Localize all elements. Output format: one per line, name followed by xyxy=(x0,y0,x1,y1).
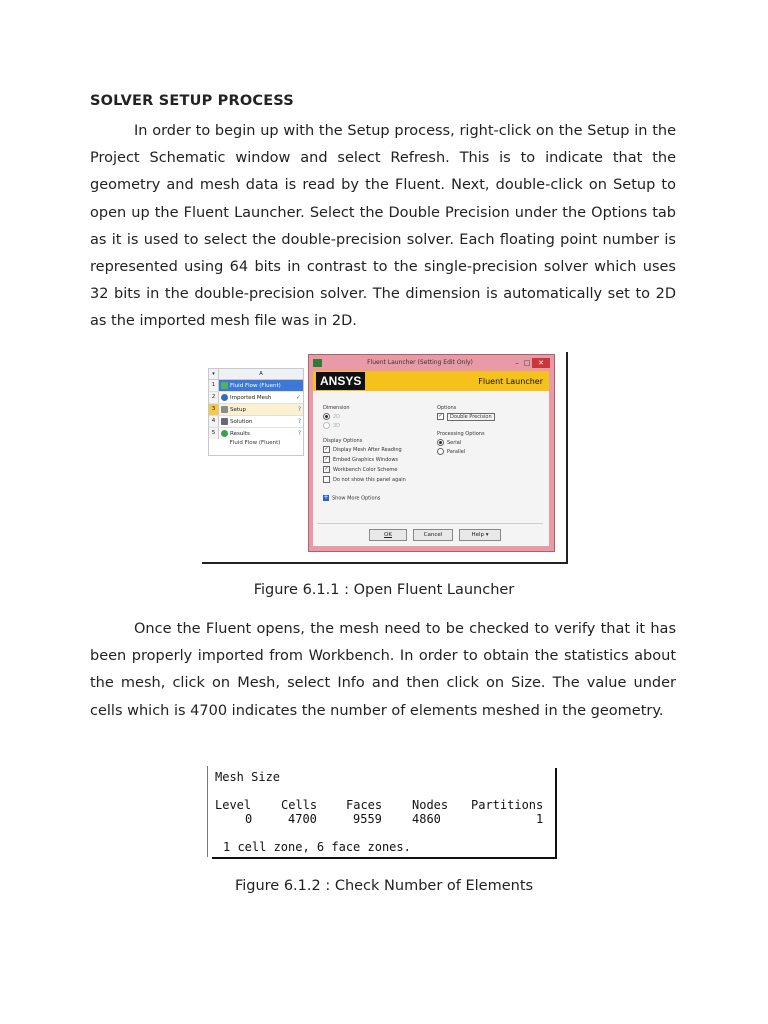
app-icon xyxy=(313,359,322,367)
cancel-button[interactable] xyxy=(413,529,453,541)
header-faces: Faces xyxy=(346,798,383,812)
radio-icon xyxy=(437,448,444,455)
fluent-icon xyxy=(221,382,228,389)
figure-2-caption: Figure 6.1.2 : Check Number of Elements xyxy=(234,878,534,894)
schematic-row-fluid-flow[interactable] xyxy=(209,380,303,392)
banner-title: Fluent Launcher xyxy=(478,376,543,386)
row-number: 4 xyxy=(209,416,219,427)
schematic-caption: Fluid Flow (Fluent) xyxy=(229,440,281,446)
radio-label: Serial xyxy=(447,440,462,446)
double-precision-checkbox[interactable] xyxy=(437,413,495,420)
status-question-icon: ? xyxy=(297,406,301,413)
dimension-3d-radio[interactable] xyxy=(323,422,340,429)
checkbox-label: Workbench Color Scheme xyxy=(333,467,398,473)
checkbox-icon: ✓ xyxy=(324,456,329,462)
row-label: Results xyxy=(230,430,250,437)
value-nodes: 4860 xyxy=(412,812,441,826)
figure-border-right xyxy=(566,352,568,564)
checkbox-icon: ✓ xyxy=(324,446,329,452)
paragraph-mesh-check: Once the Fluent opens, the mesh need to be checked to verify that it has been properly imported from Workbench. In order to obtain the statistics about the mesh, click on Mesh, select Info and then click on Size. The value under cells which is 4700 indicates the number of elements meshed in the geometry. xyxy=(90,621,676,719)
figure-fluent-launcher xyxy=(202,352,568,564)
dropdown-arrow-icon: ▾ xyxy=(485,532,489,538)
row-number: 5 xyxy=(209,428,219,439)
parallel-radio[interactable] xyxy=(437,448,465,455)
divider xyxy=(317,523,543,524)
schematic-row-results[interactable] xyxy=(209,428,303,439)
schematic-row-setup[interactable] xyxy=(209,404,303,416)
value-partitions: 1 xyxy=(536,812,544,826)
figure-border-bottom xyxy=(202,562,568,564)
status-question-icon: ? xyxy=(297,430,301,437)
value-cells: 4700 xyxy=(288,812,317,826)
dimension-2d-radio[interactable] xyxy=(323,413,340,420)
radio-label: Parallel xyxy=(447,449,466,455)
figure-border-bottom xyxy=(212,857,557,859)
radio-icon xyxy=(323,422,330,429)
mesh-icon xyxy=(221,394,228,401)
status-check-icon: ✓ xyxy=(295,394,301,401)
embed-graphics-checkbox[interactable] xyxy=(323,456,398,463)
display-options-label: Display Options xyxy=(323,438,363,444)
figure-border-right xyxy=(555,768,557,859)
figure-1-caption: Figure 6.1.1 : Open Fluent Launcher xyxy=(253,582,515,598)
workbench-color-checkbox[interactable] xyxy=(323,466,397,473)
ansys-logo: ANSYS xyxy=(316,372,365,390)
solution-icon xyxy=(221,418,228,425)
options-label: Options xyxy=(437,405,457,411)
results-icon xyxy=(221,430,228,437)
header-cells: Cells xyxy=(281,798,318,812)
checkbox-label: Display Mesh After Reading xyxy=(333,447,402,453)
show-more-label: Show More Options xyxy=(332,495,381,502)
show-more-options[interactable] xyxy=(323,495,380,502)
radio-label: 2D xyxy=(333,414,341,420)
zone-summary: 1 cell zone, 6 face zones. xyxy=(223,840,411,854)
checkbox-label: Embed Graphics Windows xyxy=(333,457,399,463)
schematic-header xyxy=(209,369,303,380)
paragraph-setup: In order to begin up with the Setup process, right-click on the Setup in the Project Schematic window and select Refresh. This is to indicate that the geometry and mesh data is read by the Fluent. Next, double-click on Setup to open up the Fluent Launcher. Select the Double Precision under the Options tab as it is used to select the double-precision solver. Each floating point number is represented using 64 bits in contrast to the single-precision solver which uses 32 bits in the double-precision solver. The dimension is automatically set to 2D as the imported mesh file was in 2D. xyxy=(90,123,676,330)
maximize-icon[interactable]: □ xyxy=(523,358,531,367)
header-level: Level xyxy=(215,798,252,812)
expand-plus-icon: + xyxy=(323,494,329,501)
checkbox-label: Double Precision xyxy=(447,413,495,421)
row-number: 1 xyxy=(209,380,219,391)
schematic-row-solution[interactable] xyxy=(209,416,303,428)
header-partitions: Partitions xyxy=(471,798,544,812)
ok-label: OK xyxy=(384,532,392,538)
figure-border-left xyxy=(207,766,208,857)
cancel-label: Cancel xyxy=(423,532,443,538)
value-faces: 9559 xyxy=(353,812,382,826)
minimize-icon[interactable]: – xyxy=(515,358,519,367)
figure-mesh-size xyxy=(207,766,557,859)
row-number: 2 xyxy=(209,392,219,403)
processing-options-label: Processing Options xyxy=(437,431,485,437)
do-not-show-checkbox[interactable] xyxy=(323,476,406,483)
header-nodes: Nodes xyxy=(412,798,449,812)
launcher-body xyxy=(313,371,549,546)
radio-icon xyxy=(437,439,444,446)
dimension-label: Dimension xyxy=(323,405,350,411)
checkbox-icon: ✓ xyxy=(324,466,329,472)
checkbox-icon: ✓ xyxy=(438,413,443,419)
serial-radio[interactable] xyxy=(437,439,461,446)
schematic-row-imported-mesh[interactable] xyxy=(209,392,303,404)
row-label: Solution xyxy=(230,418,253,425)
checkbox-label: Do not show this panel again xyxy=(333,477,406,483)
ansys-banner xyxy=(313,371,549,391)
checkbox-icon xyxy=(323,476,330,483)
help-button[interactable] xyxy=(459,529,501,541)
section-heading: SOLVER SETUP PROCESS xyxy=(90,93,294,109)
help-label: Help xyxy=(471,532,485,538)
value-level: 0 xyxy=(245,812,253,826)
setup-icon xyxy=(221,406,228,413)
close-icon[interactable]: ✕ xyxy=(532,358,550,368)
status-question-icon: ? xyxy=(297,418,301,425)
collapse-arrow-icon[interactable]: ▾ xyxy=(209,369,219,379)
launcher-titlebar xyxy=(309,355,554,370)
launcher-title: Fluent Launcher (Setting Edit Only) xyxy=(367,359,473,366)
fluent-launcher-window xyxy=(308,354,555,552)
schematic-column-label: A xyxy=(259,371,263,377)
mesh-size-title: Mesh Size xyxy=(215,770,281,784)
row-label: Fluid Flow (Fluent) xyxy=(230,382,281,389)
radio-icon xyxy=(323,413,330,420)
row-label: Setup xyxy=(230,406,247,413)
radio-label: 3D xyxy=(333,423,341,429)
row-number: 3 xyxy=(209,404,219,415)
row-label: Imported Mesh xyxy=(230,394,272,401)
ok-button[interactable] xyxy=(369,529,407,541)
display-mesh-checkbox[interactable] xyxy=(323,446,402,453)
